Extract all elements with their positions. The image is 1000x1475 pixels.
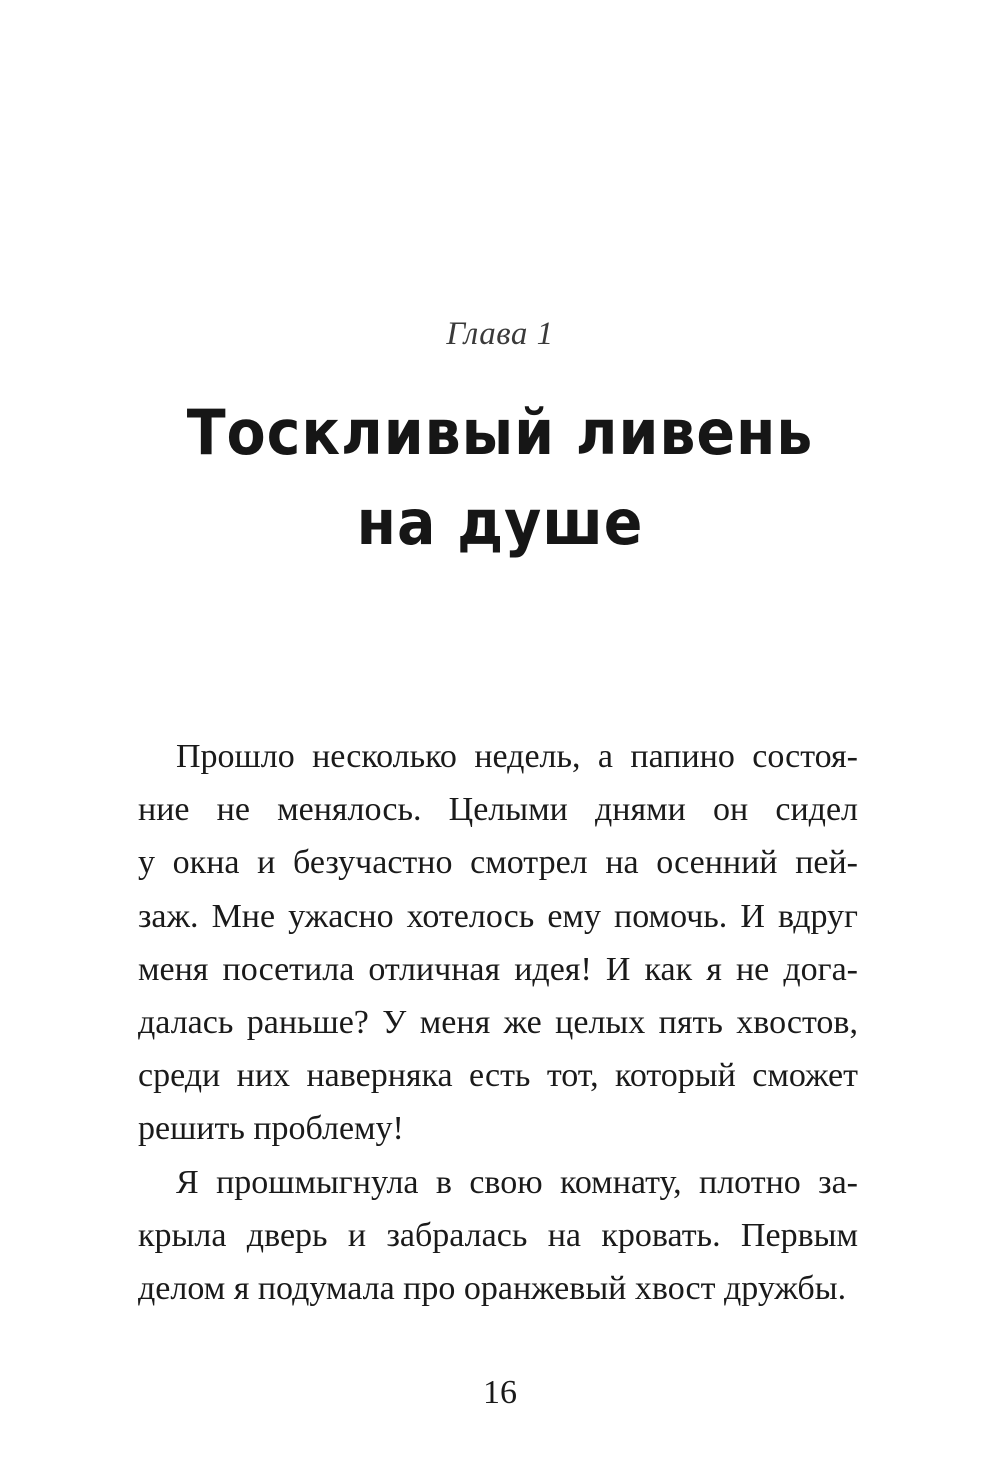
text-line: далась раньше? У меня же целых пять хвостов, (138, 1003, 858, 1041)
chapter-label: Глава 1 (446, 316, 554, 352)
paragraph (138, 730, 858, 1156)
text-line: решить проблему! (138, 1110, 404, 1148)
chapter-title-line: на душе (356, 486, 644, 559)
paragraph (138, 1156, 858, 1316)
page-number: 16 (483, 1374, 517, 1411)
text-line: заж. Мне ужасно хотелось ему помочь. И вдруг (138, 897, 858, 935)
text-line: Прошло несколько недель, а папино состоя- (176, 738, 858, 775)
text-line: Я прошмыгнула в свою комнату, плотно за- (176, 1163, 858, 1201)
body-text (138, 730, 858, 1315)
text-line: у окна и безучастно смотрел на осенний пей- (138, 844, 858, 882)
chapter-title-line: Тоскливый ливень (186, 396, 814, 469)
text-line: меня посетила отличная идея! И как я не дога- (138, 950, 858, 988)
text-line: среди них наверняка есть тот, который сможет (138, 1057, 858, 1095)
text-line: крыла дверь и забралась на кровать. Первым (138, 1216, 858, 1254)
text-line: делом я подумала про оранжевый хвост дружбы. (138, 1269, 847, 1307)
text-line: ние не менялось. Целыми днями он сидел (138, 791, 858, 829)
chapter-title (40, 388, 960, 568)
